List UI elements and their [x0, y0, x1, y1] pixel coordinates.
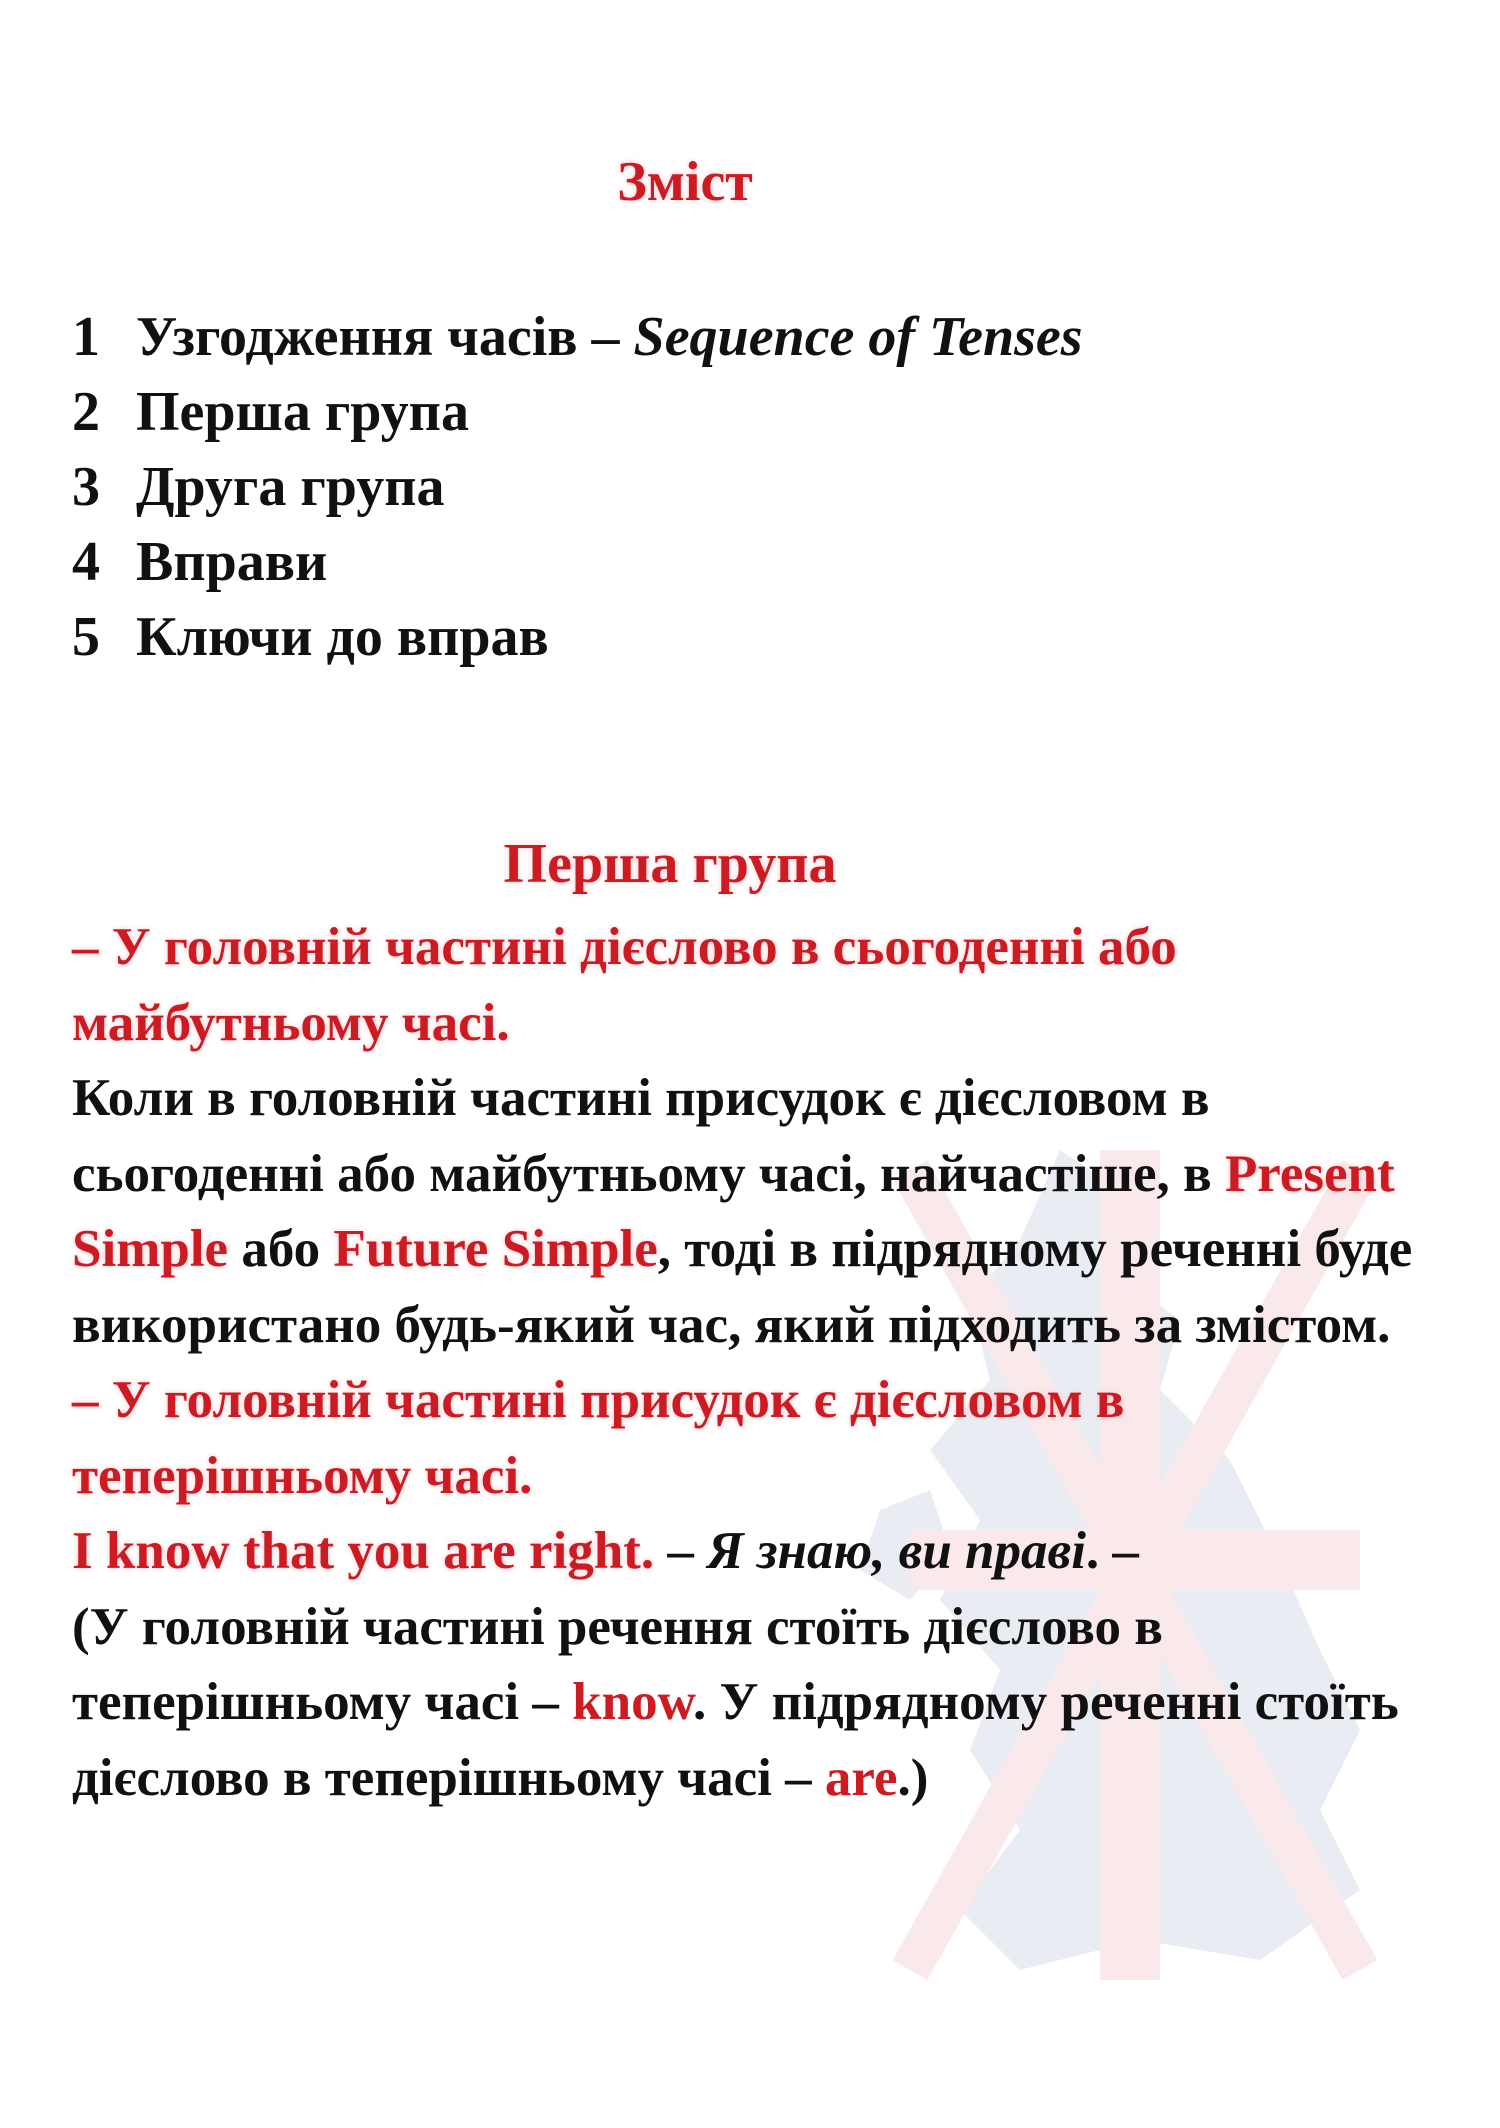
verb-highlight: are [824, 1748, 898, 1807]
toc-item-number: 1 [72, 306, 100, 368]
tense-highlight: Future Simple [333, 1220, 658, 1278]
section-title: Перша група [503, 833, 837, 895]
text-run: . – [1085, 1522, 1139, 1580]
toc-item-number: 5 [72, 606, 100, 668]
toc-item[interactable] [72, 450, 1083, 525]
section-body [72, 910, 1472, 1816]
text-run: або [228, 1220, 334, 1278]
toc-item-label-en: Sequence of Tenses [633, 306, 1083, 368]
table-of-contents [72, 300, 1083, 675]
toc-item-number: 3 [72, 456, 100, 518]
toc-item-label: Друга група [136, 456, 445, 518]
rule-heading-2: – У головній частині присудок є дієсловом в теперішньому часі. [72, 1371, 1125, 1505]
toc-item-label: Перша група [136, 381, 469, 443]
text-run: . У підрядному реченні стоїть дієслово в теперішньому часі – [72, 1673, 1399, 1807]
toc-item-number: 2 [72, 381, 100, 443]
verb-highlight: know [572, 1673, 693, 1731]
toc-item[interactable] [72, 300, 1083, 375]
example-sentence [72, 1514, 1472, 1590]
example-english: I know that you are right. [72, 1522, 655, 1580]
paragraph-explanation [72, 1061, 1472, 1363]
toc-item[interactable] [72, 600, 1083, 675]
toc-item-number: 4 [72, 531, 100, 593]
example-translation: Я знаю, ви праві [707, 1522, 1086, 1580]
text-run: – [654, 1522, 708, 1580]
toc-item-label: Вправи [136, 531, 328, 593]
text-run: .) [897, 1748, 929, 1807]
toc-item-label: Узгодження часів – [136, 306, 634, 368]
toc-title: Зміст [617, 151, 753, 213]
example-explanation [72, 1590, 1472, 1817]
tense-highlight: Present Simple [72, 1144, 1395, 1278]
toc-item[interactable] [72, 375, 1083, 450]
toc-item-label: Ключи до вправ [136, 606, 549, 668]
toc-item[interactable] [72, 525, 1083, 600]
rule-heading-1: – У головній частині дієслово в сьогоденні або майбутньому часі. [72, 918, 1177, 1052]
text-run: , тоді в підрядному реченні буде використано будь-який час, який підходить за змістом. [72, 1220, 1413, 1354]
text-run: (У головній частині речення стоїть дієслово в теперішньому часі – [72, 1597, 1163, 1731]
text-run: Коли в головній частині присудок є дієсловом в сьогоденні або майбутньому часі, найчастіше, в [72, 1069, 1225, 1203]
